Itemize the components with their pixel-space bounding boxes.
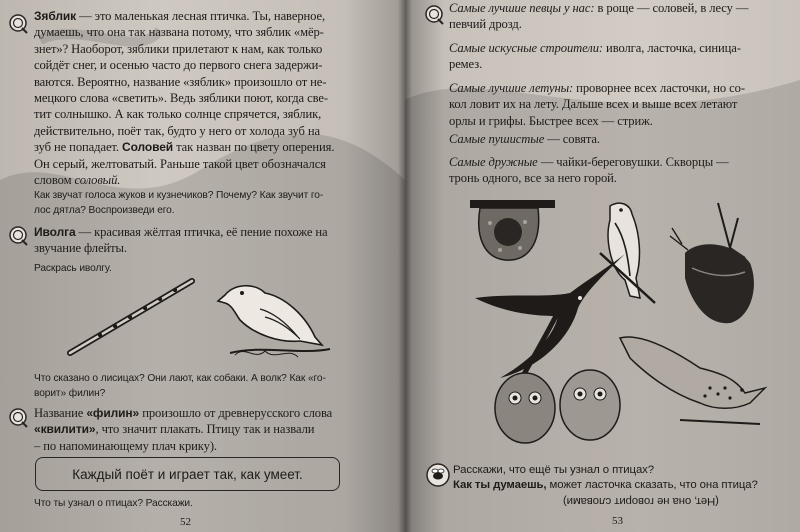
fact-fluffy <box>449 131 794 147</box>
magnifier-icon <box>7 407 29 429</box>
text-line: Как звучат голоса жуков и кузнечиков? Почему? Как звучит го- <box>34 190 324 201</box>
magnifier-icon <box>7 225 29 247</box>
birds-illustration <box>460 198 800 453</box>
text: произошло от древнерусского слова <box>139 406 333 420</box>
text-line: ремез. <box>449 57 483 72</box>
upside-down-answer: (Нет, она не говорит словами) <box>563 495 719 507</box>
text: в роще — соловей, в лесу — <box>594 1 749 15</box>
heading-fluffy: Самые пушистые <box>449 132 545 146</box>
owlets-illustration <box>495 370 620 443</box>
text-line: знет»? Наоборот, зяблики прилетают к нам, как только <box>34 41 323 56</box>
text-line: тронь одного, все за него горой. <box>449 171 617 186</box>
term-solovy: соловый. <box>74 173 121 188</box>
proverb-text: Каждый поёт и играет так, как умеет. <box>72 466 303 482</box>
paragraph-ivolga <box>34 224 396 257</box>
term-think: Как ты думаешь, <box>453 479 547 491</box>
text: — красивая жёлтая птичка, её пение похоже на <box>75 225 328 239</box>
heading-friendly: Самые дружные <box>449 155 538 169</box>
book-gutter <box>398 0 412 532</box>
oriole-illustration <box>218 286 330 357</box>
magnifier-icon <box>423 4 445 26</box>
hanging-nest-illustration <box>470 200 555 260</box>
paragraph-zyablik <box>34 8 396 188</box>
text: Название <box>34 406 87 420</box>
term-ivolga: Иволга <box>34 225 76 239</box>
text-line: мецкого слова «светить». Ведь зяблики поют, когда све- <box>34 91 328 106</box>
fact-singers <box>449 0 794 33</box>
bee-icon <box>425 462 451 488</box>
text-line: – по напоминающему плач крику). <box>34 438 217 453</box>
heading-flyers: Самые лучшие летуны: <box>449 81 574 95</box>
heading-singers: Самые лучшие певцы у нас: <box>449 1 595 15</box>
question-what-learned: Что ты узнал о птицах? Расскажи. <box>34 498 193 509</box>
page-number-right: 53 <box>612 515 623 527</box>
text-line: Что сказано о лисицах? Они лают, как собаки. А волк? Как «го- <box>34 373 326 384</box>
task-retell <box>453 463 793 508</box>
heading-builders: Самые искусные строители: <box>449 41 603 55</box>
text: словом <box>34 173 75 188</box>
text-line: действительно, поёт так, будто у него от холода зуб на <box>34 123 321 138</box>
text: зуб не попадает. <box>34 140 119 155</box>
text: проворнее всех ласточки, но со- <box>573 81 745 95</box>
text-line: Расскажи, что ещё ты узнал о птицах? <box>453 464 655 476</box>
text-line: ворит» филин? <box>34 388 106 399</box>
text-line: думаешь, что она так названа потому, что зяблик «мёр- <box>34 25 324 40</box>
term-kviliti: «квилити» <box>34 422 96 437</box>
nest-on-branch-illustration <box>670 203 754 323</box>
text-line: звучание флейты. <box>34 241 127 256</box>
term-zyablik: Зяблик <box>34 9 77 23</box>
text-line: сойдёт снег, и осенью часто до первого снега задержи- <box>34 58 323 73</box>
text: может ласточка сказать, что она птица? <box>546 479 758 491</box>
fact-builders <box>449 40 794 73</box>
text-line: тит солнышко. А как только солнце спрячется, зяблик, <box>34 107 322 122</box>
term-filin: «филин» <box>86 406 140 420</box>
page-number-left: 52 <box>180 516 191 528</box>
sparrow-illustration <box>600 203 655 303</box>
text: — это маленькая лесная птичка. Ты, наверное, <box>76 9 326 23</box>
term-solovei: Соловей <box>122 140 174 155</box>
text: иволга, ласточка, синица- <box>603 41 741 55</box>
text-line: ваются. Вероятно, название «зяблик» произошло от не- <box>34 74 327 89</box>
fact-friendly <box>449 154 794 187</box>
fact-flyers <box>449 80 794 129</box>
magnifier-icon <box>7 13 29 35</box>
text: , что значит плакать. Птицу так и назвали <box>95 422 315 437</box>
text: — совята. <box>544 132 600 146</box>
text-line: лос дятла? Воспроизведи его. <box>34 205 175 216</box>
text-line: орлы и грифы. Быстрее всех — стриж. <box>449 113 653 128</box>
task-color-oriole: Раскрась иволгу. <box>34 263 112 274</box>
question-foxes <box>34 371 399 401</box>
text-line: певчий дрозд. <box>449 17 522 32</box>
text-line: кол ловит их на лету. Дальше всех и выше всех летают <box>449 97 738 112</box>
paragraph-filin <box>34 405 396 454</box>
proverb-box <box>35 457 340 491</box>
flute-illustration <box>70 281 192 353</box>
text: — чайки-береговушки. Скворцы — <box>537 155 729 169</box>
right-page <box>405 0 800 532</box>
thrush-illustration <box>620 337 765 424</box>
text-line: Он серый, желтоватый. Раньше такой цвет обозначался <box>34 156 326 171</box>
question-voices <box>34 188 399 218</box>
text: так назван по цвету оперения. <box>173 140 335 155</box>
flute-oriole-illustration <box>60 275 350 365</box>
